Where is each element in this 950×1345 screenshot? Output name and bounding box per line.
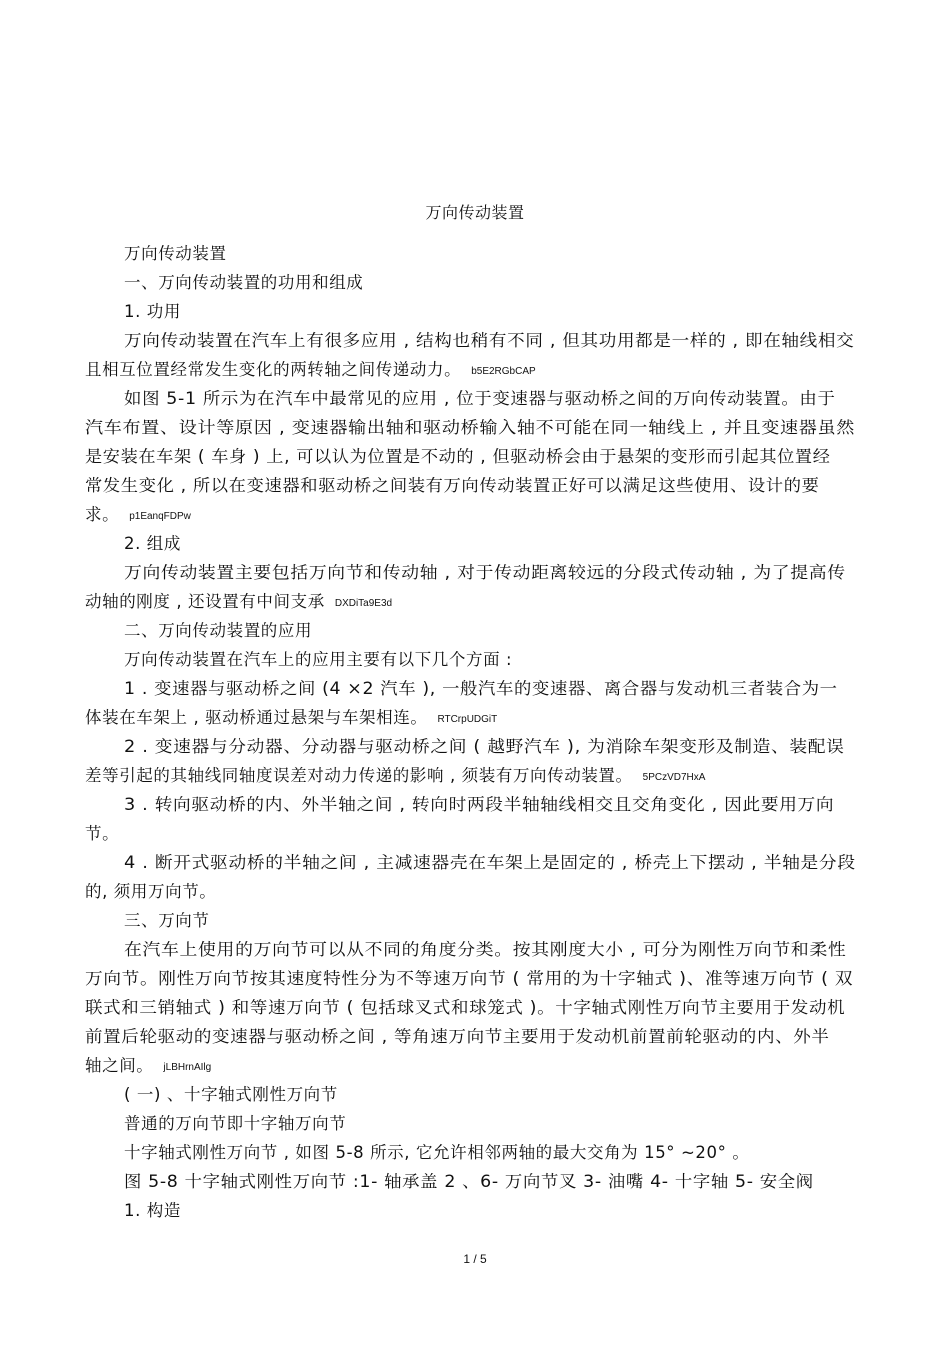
- body-line: [124, 273, 363, 293]
- body-line: [124, 911, 210, 931]
- body-line: [124, 940, 846, 960]
- line-text: 普通的万向节即十字轴万向节: [124, 1114, 347, 1133]
- body-line: [124, 621, 312, 641]
- line-text: 是安装在车架 ( 车身 ) 上, 可以认为位置是不动的 , 但驱动桥会由于悬架的变形而引起其位置经: [85, 447, 831, 466]
- body-line: [85, 418, 855, 438]
- line-text: 体装在车架上 , 驱动桥通过悬架与车架相连。: [85, 708, 428, 727]
- line-text: 1. 构造: [124, 1201, 181, 1220]
- line-text: 一、万向传动装置的功用和组成: [124, 273, 364, 292]
- body-line: [85, 1027, 830, 1047]
- line-text: 求。: [85, 505, 120, 524]
- line-text: 如图 5-1 所示为在汽车中最常见的应用 , 位于变速器与驱动桥之间的万向传动装置。由于: [124, 389, 836, 408]
- body-line: [124, 534, 181, 554]
- page-number: 1 / 5: [463, 1252, 487, 1266]
- line-code: p1EanqFDPw: [129, 511, 191, 522]
- line-text: 图 5-8 十字轴式刚性万向节 :1- 轴承盖 2 、6- 万向节叉 3- 油嘴 4- 十字轴 5- 安全阀: [124, 1172, 814, 1191]
- body-line: [124, 563, 846, 583]
- line-code: RTCrpUDGiT: [437, 714, 498, 725]
- body-line: [124, 1114, 346, 1134]
- body-line: [85, 882, 216, 902]
- line-text: 常发生变化 , 所以在变速器和驱动桥之间装有万向传动装置正好可以满足这些使用、设计的要: [85, 476, 820, 495]
- line-text: 万向传动装置主要包括万向节和传动轴 , 对于传动距离较远的分段式传动轴 , 为了提高传: [124, 563, 846, 582]
- line-text: 二、万向传动装置的应用: [124, 621, 313, 640]
- line-code: 5PCzVD7HxA: [642, 772, 706, 783]
- line-text: 前置后轮驱动的变速器与驱动桥之间 , 等角速万向节主要用于发动机前置前轮驱动的内、外半: [85, 1027, 830, 1046]
- line-text: 的, 须用万向节。: [85, 882, 217, 901]
- body-line: [85, 998, 845, 1018]
- line-text: 节。: [85, 824, 120, 843]
- line-code: DXDiTa9E3d: [334, 598, 393, 609]
- line-text: 3 . 转向驱动桥的内、外半轴之间 , 转向时两段半轴轴线相交且交角变化 , 因此要用万向: [124, 795, 835, 814]
- body-line: [124, 389, 836, 409]
- body-line: [124, 1201, 181, 1221]
- line-code: b5E2RGbCAP: [471, 366, 536, 377]
- body-line: [85, 360, 536, 382]
- body-line: [124, 679, 838, 699]
- document-title: 万向传动装置: [425, 203, 525, 222]
- line-text: 在汽车上使用的万向节可以从不同的角度分类。按其刚度大小 , 可分为刚性万向节和柔性: [124, 940, 847, 959]
- body-line: [124, 853, 856, 873]
- body-line: [124, 795, 834, 815]
- line-text: 2. 组成: [124, 534, 181, 553]
- body-line: [124, 1172, 814, 1192]
- body-line: [85, 1056, 211, 1078]
- line-text: 且相互位置经常发生变化的两转轴之间传递动力。: [85, 360, 462, 379]
- line-text: 十字轴式刚性万向节 , 如图 5-8 所示, 它允许相邻两轴的最大交角为 15° ~20° 。: [124, 1143, 750, 1162]
- body-line: [124, 244, 227, 264]
- line-text: 汽车布置、设计等原因 , 变速器输出轴和驱动桥输入轴不可能在同一轴线上 , 并且变速器虽然: [85, 418, 856, 437]
- line-text: 4 . 断开式驱动桥的半轴之间 , 主减速器壳在车架上是固定的 , 桥壳上下摆动 , 半轴是分段: [124, 853, 856, 872]
- body-line: [85, 708, 497, 730]
- body-line: [85, 592, 392, 614]
- body-line: [85, 505, 191, 527]
- body-line: [85, 824, 119, 844]
- body-line: [124, 737, 844, 757]
- line-code: jLBHrnAIlg: [163, 1062, 212, 1073]
- line-text: 2 . 变速器与分动器、分动器与驱动桥之间 ( 越野汽车 ), 为消除车架变形及制造、装配误: [124, 737, 845, 756]
- line-text: 差等引起的其轴线同轴度误差对动力传递的影响 , 须装有万向传动装置。: [85, 766, 633, 785]
- body-line: [124, 1085, 338, 1105]
- body-line: [85, 476, 820, 496]
- line-text: 联式和三销轴式 ) 和等速万向节 ( 包括球叉式和球笼式 )。十字轴式刚性万向节主要用于发动机: [85, 998, 846, 1017]
- body-line: [124, 302, 181, 322]
- body-line: [124, 650, 512, 670]
- line-text: 万向传动装置在汽车上的应用主要有以下几个方面 :: [124, 650, 513, 669]
- line-text: ( 一) 、十字轴式刚性万向节: [124, 1085, 338, 1104]
- line-text: 万向传动装置在汽车上有很多应用 , 结构也稍有不同 , 但其功用都是一样的 , 即在轴线相交: [124, 331, 855, 350]
- line-text: 三、万向节: [124, 911, 210, 930]
- line-text: 动轴的刚度 , 还设置有中间支承: [85, 592, 325, 611]
- body-line: [124, 331, 854, 351]
- line-text: 万向传动装置: [124, 244, 227, 263]
- line-text: 万向节。刚性万向节按其速度特性分为不等速万向节 ( 常用的为十字轴式 )、准等速万向节 ( 双: [85, 969, 854, 988]
- line-text: 1 . 变速器与驱动桥之间 (4 ×2 汽车 ), 一般汽车的变速器、离合器与发动机三者装合为一: [124, 679, 838, 698]
- body-line: [124, 1143, 749, 1163]
- line-text: 轴之间。: [85, 1056, 154, 1075]
- line-text: 1. 功用: [124, 302, 181, 321]
- body-line: [85, 447, 831, 467]
- body-line: [85, 766, 705, 788]
- body-line: [85, 969, 853, 989]
